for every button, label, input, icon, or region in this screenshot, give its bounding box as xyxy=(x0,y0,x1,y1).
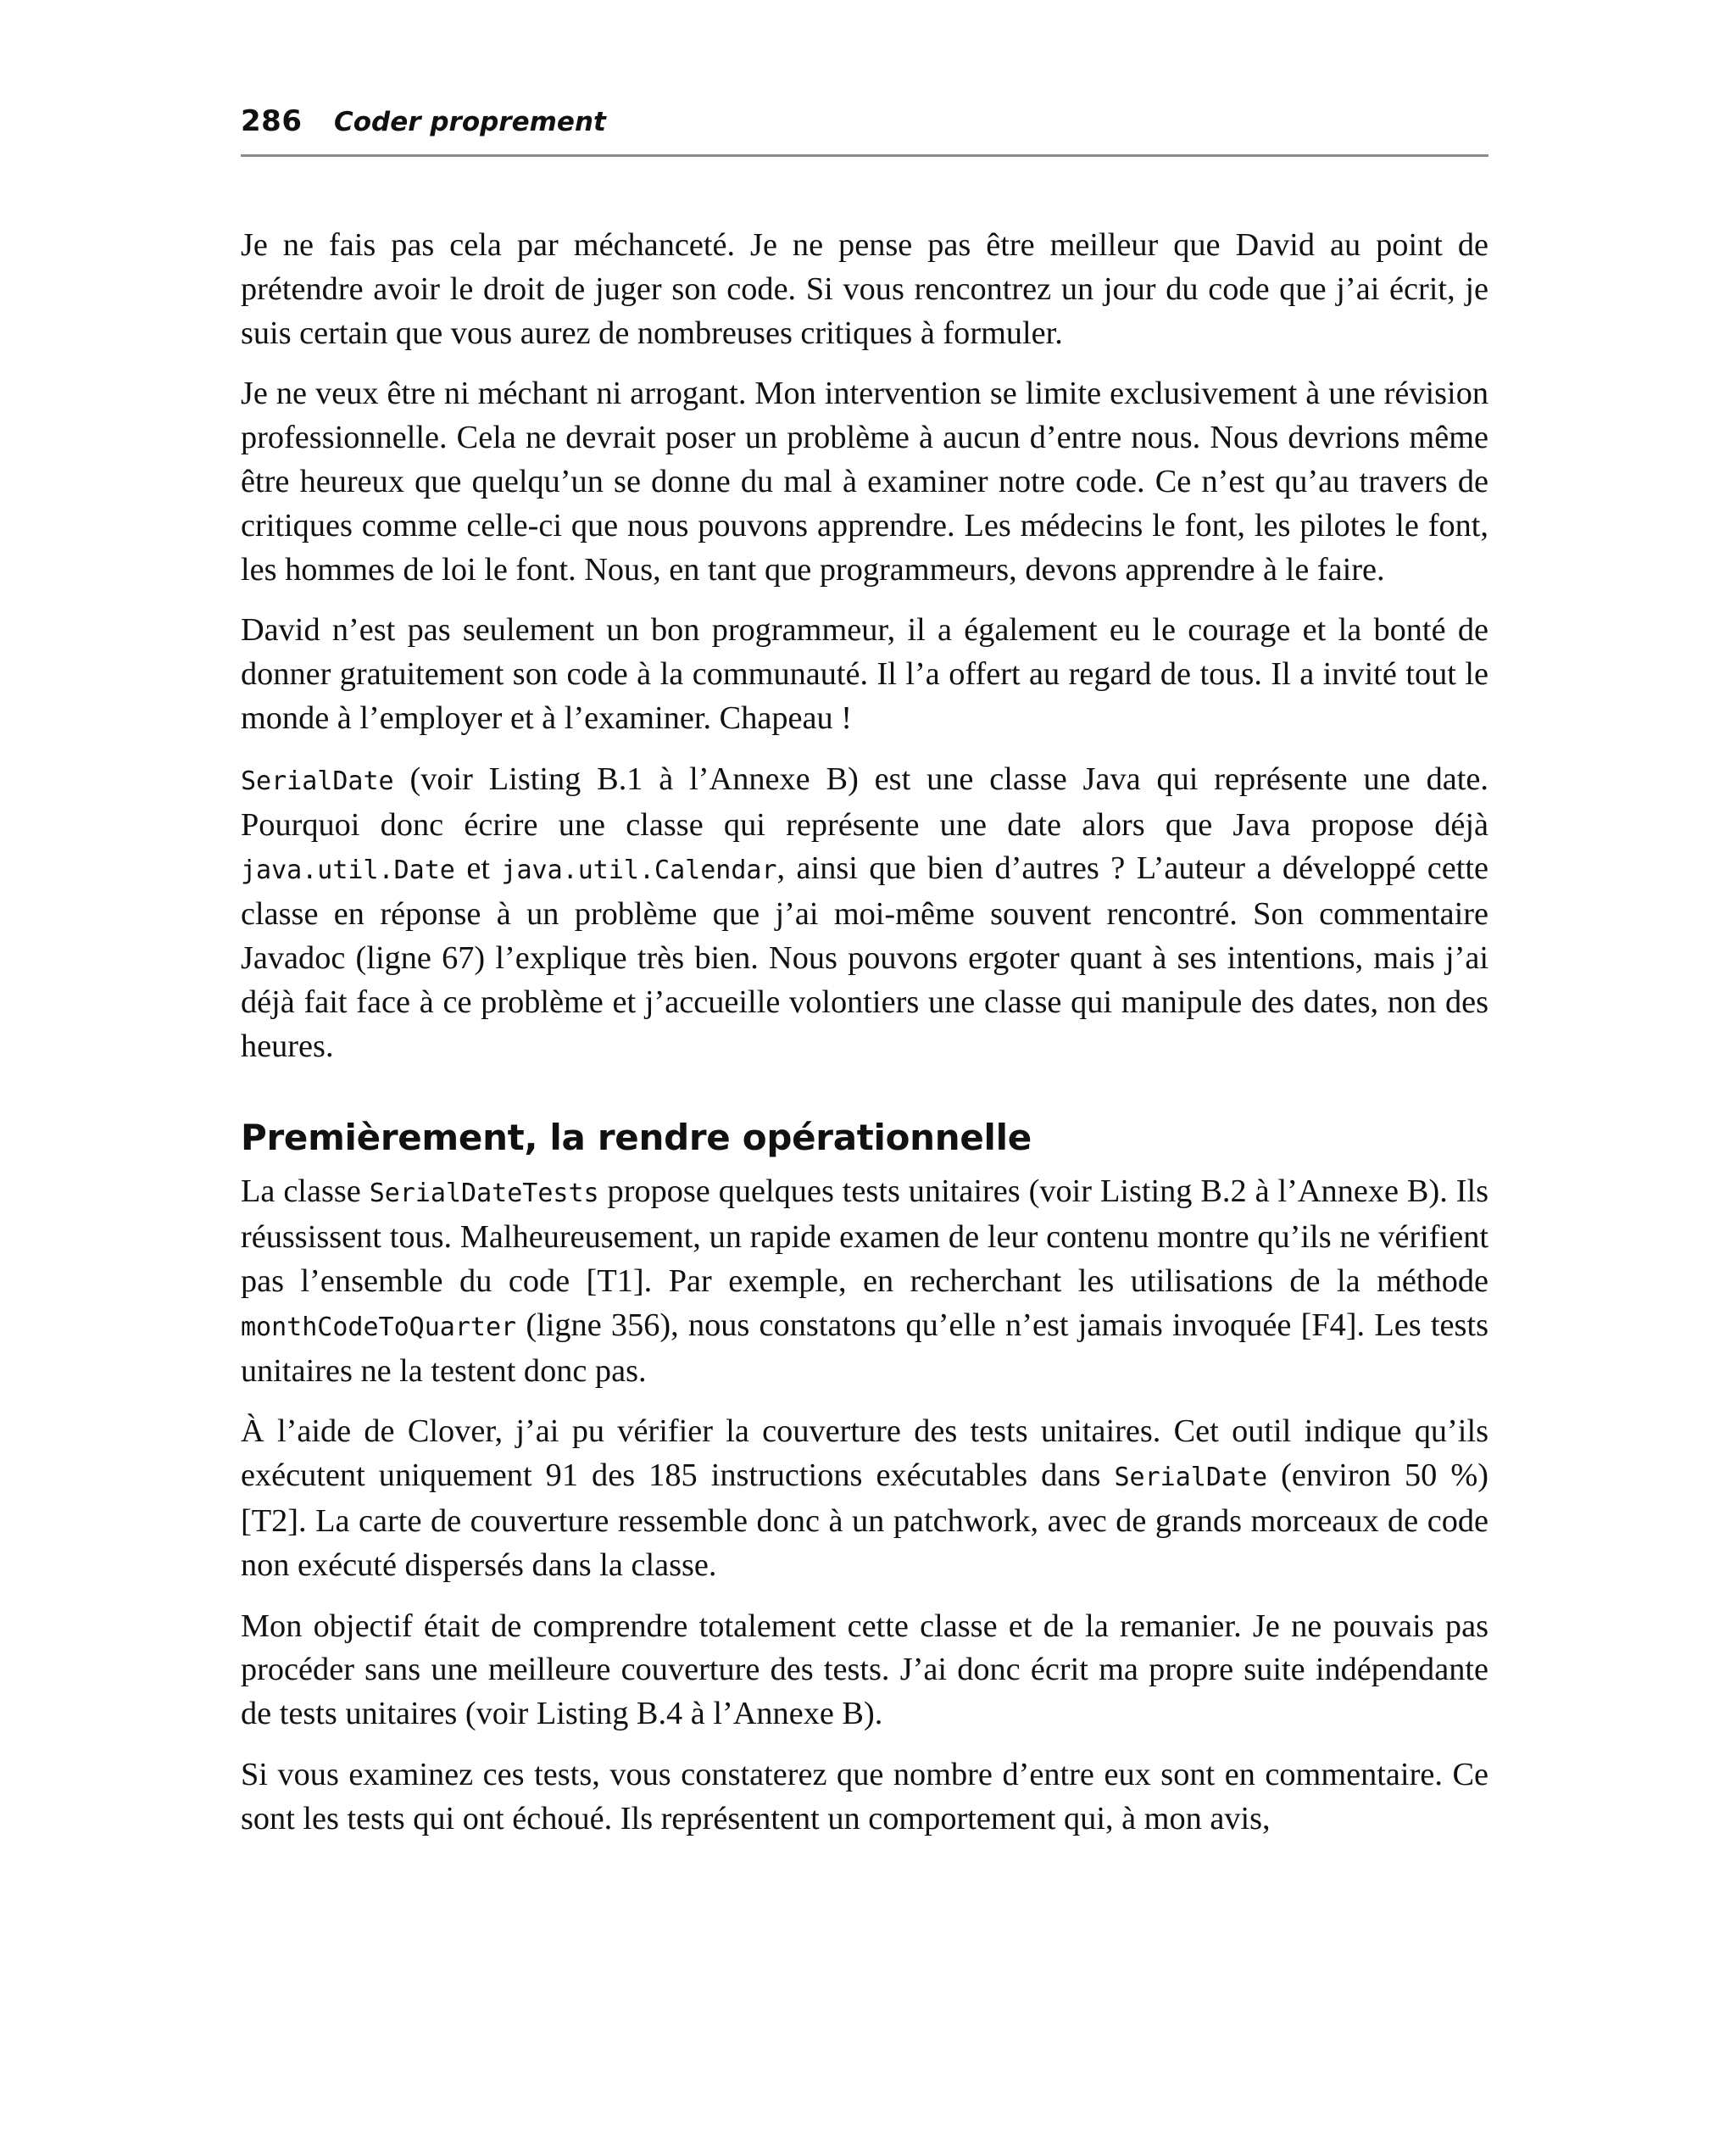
text-run: et xyxy=(454,850,502,887)
text-run: La classe xyxy=(241,1173,370,1210)
paragraph xyxy=(241,1170,1488,1393)
paragraph xyxy=(241,1410,1488,1587)
inline-code: monthCodeToQuarter xyxy=(241,1312,517,1342)
text-run: , ainsi que bien d’autres ? L’auteur a développé cette classe en réponse à un problème que j’ai moi-même souvent rencontré. Son commentaire Javadoc (ligne 67) l’explique très bien. Nous pouvons ergoter quant à ses intentions, mais j’ai déjà fait face à ce problème et j’accueille volontiers une classe qui manipule des dates, non des heures. xyxy=(241,850,1489,1064)
paragraph: David n’est pas seulement un bon programmeur, il a également eu le courage et la bonté de donner gratuitement son code à la communauté. Il l’a offert au regard de tous. Il a invité tout le monde à l’employer et à l’examiner. Chapeau ! xyxy=(241,612,1488,736)
page-header xyxy=(241,100,1488,157)
text-run: (voir Listing B.1 à l’Annexe B) est une classe Java qui représente une date. Pourquoi donc écrire une classe qui représente une date alors que Java propose déjà xyxy=(241,761,1488,843)
text-run: (ligne 356), nous constatons qu’elle n’est jamais invoquée [F4]. Les tests unitaires ne la testent donc pas. xyxy=(241,1307,1488,1389)
paragraph: Mon objectif était de comprendre totalement cette classe et de la remanier. Je ne pouvais pas procéder sans une meilleure couverture des tests. J’ai donc écrit ma propre suite indépendante de tests unitaires (voir Listing B.4 à l’Annexe B). xyxy=(241,1608,1488,1732)
section-heading: Premièrement, la rendre opérationnelle xyxy=(241,1117,1032,1159)
text-run: propose quelques tests unitaires (voir Listing B.2 à l’Annexe B). Ils réussissent tous. Malheureusement, un rapide examen de leur contenu montre qu’ils ne vérifient pas l’ensemble du code [T1]. Par exemple, en recherchant les utilisations de la méthode xyxy=(241,1173,1488,1299)
inline-code: SerialDateTests xyxy=(369,1179,599,1209)
paragraph: Je ne veux être ni méchant ni arrogant. Mon intervention se limite exclusivement à une révision professionnelle. Cela ne devrait poser un problème à aucun d’entre nous. Nous devrions même être heureux que quelqu’un se donne du mal à examiner notre code. Ce n’est qu’au travers de critiques comme celle-ci que nous pouvons apprendre. Les médecins le font, les pilotes le font, les hommes de loi le font. Nous, en tant que programmeurs, devons apprendre à le faire. xyxy=(241,376,1488,588)
inline-code: java.util.Calendar xyxy=(501,855,777,886)
paragraph: Si vous examinez ces tests, vous constaterez que nombre d’entre eux sont en commentaire. Ce sont les tests qui ont échoué. Ils représentent un comportement qui, à mon avis, xyxy=(241,1756,1488,1836)
page-body xyxy=(241,224,1488,1859)
inline-code: SerialDate xyxy=(241,766,394,796)
paragraph: Je ne fais pas cela par méchanceté. Je ne pense pas être meilleur que David au point de prétendre avoir le droit de juger son code. Si vous rencontrez un jour du code que j’ai écrit, je suis certain que vous aurez de nombreuses critiques à formuler. xyxy=(241,227,1488,351)
text-run: (environ 50 %) [T2]. La carte de couverture ressemble donc à un patchwork, avec de grands morceaux de code non exécuté dispersés dans la classe. xyxy=(241,1457,1488,1583)
inline-code: SerialDate xyxy=(1114,1463,1268,1493)
paragraph xyxy=(241,758,1488,1069)
text-run: À l’aide de Clover, j’ai pu vérifier la couverture des tests unitaires. Cet outil indique qu’ils exécutent uniquement 91 des 185 instructions exécutables dans xyxy=(241,1413,1488,1494)
running-title: Coder proprement xyxy=(334,107,606,137)
inline-code: java.util.Date xyxy=(241,855,455,886)
page-number: 286 xyxy=(241,104,303,138)
